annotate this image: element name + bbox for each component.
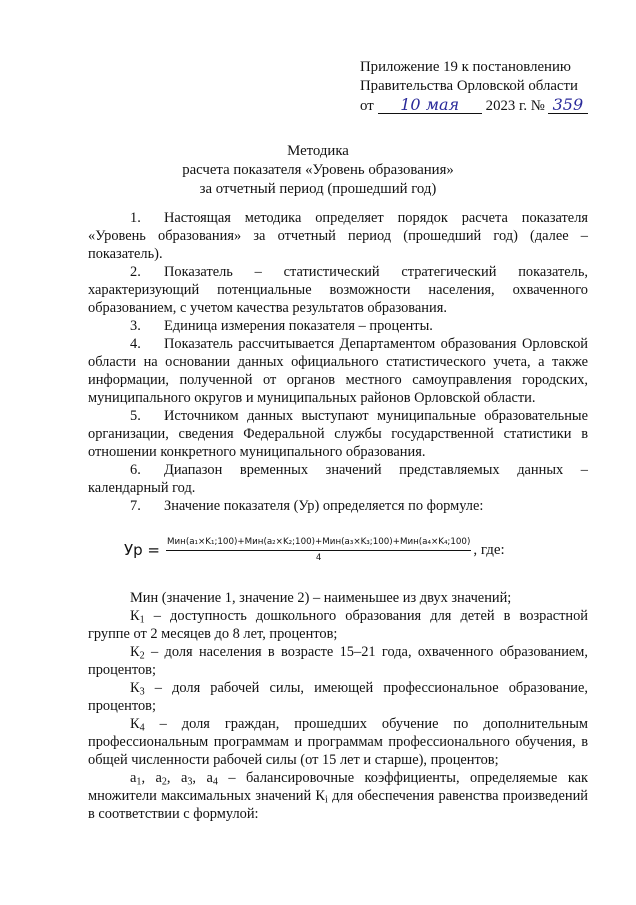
formula-block [88, 527, 588, 573]
paragraph-5: 5. Источником данных выступают муниципальные образовательные организации, сведения Федеральной службы государственной статистики в отношении конкретного муниципального образования. [88, 408, 588, 460]
def-k3: $К_3$ – доля рабочей силы, имеющей профессиональное образование, процентов; [88, 680, 588, 714]
def-k4: $К_4$ – доля граждан, прошедших обучение по дополнительным профессиональным программам и программам профессионального обучения, в общей численности рабочей силы (от 15 лет и старше), процентов; [88, 716, 588, 768]
handwritten-date: 10 мая [400, 95, 460, 114]
title-line-1: Методика [287, 143, 349, 159]
def-min: Мин (значение 1, значение 2) – наименьшее из двух значений; [130, 590, 512, 606]
title-line-3: за отчетный период (прошедший год) [199, 181, 437, 197]
handwritten-number: 359 [552, 95, 584, 114]
paragraph-4: 4. Показатель рассчитывается Департаментом образования Орловской области на основании данных официального статистического учета, а также информации, полученной от органов местного самоуправления городских, муниципального округов и муниципальных районов Орловской области. [88, 336, 588, 406]
document-title [0, 142, 636, 199]
title-line-2: расчета показателя «Уровень образования» [182, 162, 454, 178]
paragraph-6: 6. Диапазон временных значений представляемых данных – календарный год. [88, 462, 588, 496]
document-body [88, 209, 588, 823]
def-a-coefficients: $a_1$, $a_2$, $a_3$, $a_4$ – балансировочные коэффициенты, определяемые как множители максимальных значений $К_i$ для обеспечения равенства произведений в соответствии с формулой: [88, 770, 588, 822]
year-number-label: 2023 г. № [485, 98, 545, 114]
formula-fraction [166, 537, 471, 564]
header-line-2: Правительства Орловской области [360, 78, 578, 94]
def-k1: $К_1$ – доступность дошкольного образования для детей в возрастной группе от 2 месяцев до 8 лет, процентов; [88, 608, 588, 642]
paragraph-2: 2. Показатель – статистический стратегический показатель, характеризующий потенциальные возможности населения, охваченного образованием, с учетом качества результатов образования. [88, 264, 588, 316]
formula-denominator: 4 [315, 552, 322, 563]
formula-tail: , где: [473, 542, 505, 558]
approval-header [360, 58, 596, 116]
paragraph-1: 1. Настоящая методика определяет порядок расчета показателя «Уровень образования» за отчетный период (прошедший год) (далее – показатель). [88, 210, 588, 262]
paragraph-7: 7. Значение показателя (Ур) определяется по формуле: [130, 498, 484, 514]
paragraph-3: 3. Единица измерения показателя – проценты. [130, 318, 433, 334]
header-line-1: Приложение 19 к постановлению [360, 59, 571, 75]
header-date-number-line [360, 96, 596, 116]
formula-lhs: Ур = [124, 541, 160, 559]
formula-numerator: Мин(a₁×K₁;100)+Мин(a₂×K₂;100)+Мин(a₃×K₃;100)+Мин(a₄×K₄;100) [166, 537, 471, 551]
from-label: от [360, 98, 374, 114]
date-field [378, 96, 482, 114]
number-field [548, 96, 588, 114]
def-k2: $К_2$ – доля населения в возрасте 15–21 года, охваченного образованием, процентов; [88, 644, 588, 678]
